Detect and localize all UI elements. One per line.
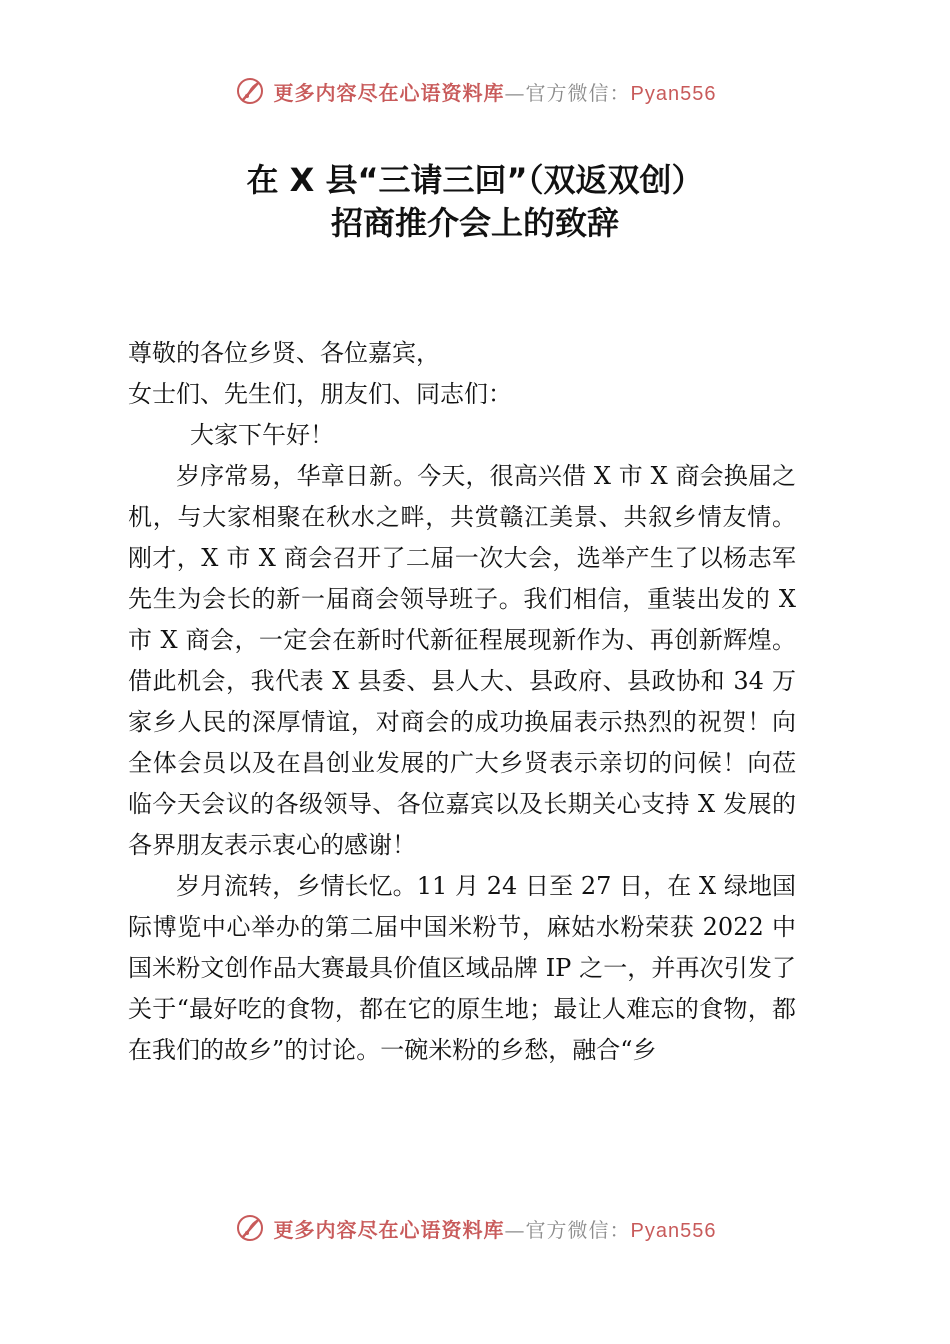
watermark-site-name: 更多内容尽在心语资料库 — [273, 80, 505, 105]
watermark-text — [274, 1214, 717, 1243]
document-title-line2: 招商推介会上的致辞 — [330, 204, 619, 242]
document-title-line1: 在 X 县“三请三回”（双返双创） — [246, 161, 704, 199]
quill-logo-icon — [234, 75, 266, 107]
greeting-line: 大家下午好！ — [190, 421, 334, 449]
watermark-wechat-label: —官方微信： — [504, 1217, 631, 1242]
watermark-text — [274, 77, 717, 106]
document-body — [128, 333, 796, 1071]
watermark-wechat-id: Pyan556 — [630, 1219, 717, 1242]
paragraph-2: 岁月流转，乡情长忆。11 月 24 日至 27 日，在 X 绿地国际博览中心举办的第二届中国米粉节，麻姑水粉荣获 2022 中国米粉文创作品大赛最具价值区域品牌 IP 之一，并再次引发了关于“最好吃的食物，都在它的原生地；最让人难忘的食物，都在我们的故乡”的讨论。一碗米粉的乡愁，融合“乡 — [128, 872, 796, 1064]
watermark-wechat-id: Pyan556 — [630, 82, 717, 105]
watermark-wechat-label: —官方微信： — [504, 80, 631, 105]
salutation-line-2: 女士们、先生们，朋友们、同志们： — [128, 380, 512, 408]
quill-logo-icon — [234, 1212, 266, 1244]
footer-watermark — [0, 1212, 950, 1244]
paragraph-1: 岁序常易，华章日新。今天，很高兴借 X 市 X 商会换届之机，与大家相聚在秋水之畔，共赏赣江美景、共叙乡情友情。刚才，X 市 X 商会召开了二届一次大会，选举产生了以杨志军先生为会长的新一届商会领导班子。我们相信，重装出发的 X 市 X 商会，一定会在新时代新征程展现新作为、再创新辉煌。借此机会，我代表 X 县委、县人大、县政府、县政协和 34 万家乡人民的深厚情谊，对商会的成功换届表示热烈的祝贺！向全体会员以及在昌创业发展的广大乡贤表示亲切的问候！向莅临今天会议的各级领导、各位嘉宾以及长期关心支持 X 发展的各界朋友表示衷心的感谢！ — [128, 462, 796, 859]
watermark-site-name: 更多内容尽在心语资料库 — [273, 1217, 505, 1242]
salutation-line-1: 尊敬的各位乡贤、各位嘉宾， — [128, 339, 440, 367]
header-watermark — [0, 75, 950, 107]
